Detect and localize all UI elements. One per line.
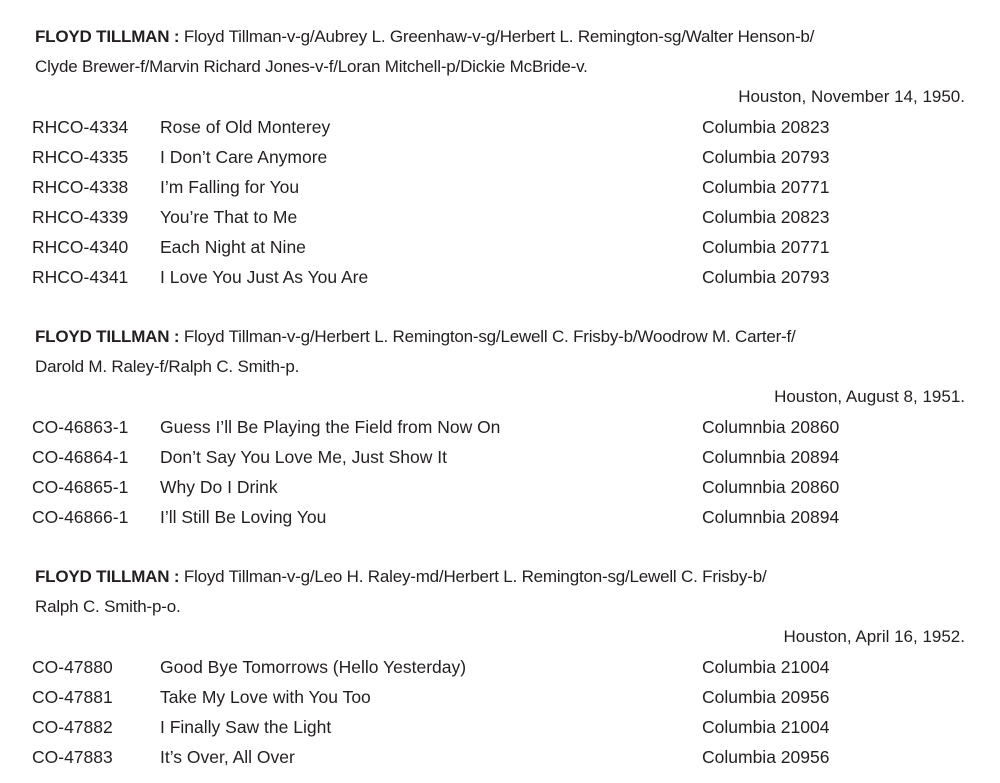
record-label: Columbia 20956: [702, 687, 830, 707]
track-title: Rose of Old Monterey: [160, 117, 331, 137]
track-row: [0, 412, 1000, 442]
record-label: Columbia 20771: [702, 237, 830, 257]
record-label: Columbia 20793: [702, 147, 830, 167]
personnel-line-2: Ralph C. Smith-p-o.: [35, 597, 181, 616]
personnel-line-2: Darold M. Raley-f/Ralph C. Smith-p.: [35, 357, 300, 376]
session-1952: [0, 562, 1000, 772]
matrix-number: CO-46864-1: [32, 447, 129, 467]
record-label: Columbia 20771: [702, 177, 830, 197]
track-row: [0, 202, 1000, 232]
record-label: Columbia 21004: [702, 657, 830, 677]
personnel-line-1: [35, 322, 935, 352]
track-title: I’ll Still Be Loving You: [160, 507, 327, 527]
track-title: Each Night at Nine: [160, 237, 306, 257]
track-title: I Finally Saw the Light: [160, 717, 332, 737]
matrix-number: CO-47883: [32, 747, 113, 767]
session-personnel: [35, 562, 935, 622]
track-title: It’s Over, All Over: [160, 747, 295, 767]
session-1950: [0, 22, 1000, 292]
matrix-number: RHCO-4339: [32, 207, 129, 227]
record-label: Columnbia 20860: [702, 477, 840, 497]
record-label: Columnbia 20860: [702, 417, 840, 437]
record-label: Columbia 20823: [702, 207, 830, 227]
track-title: Good Bye Tomorrows (Hello Yesterday): [160, 657, 467, 677]
track-row: [0, 712, 1000, 742]
track-row: [0, 232, 1000, 262]
record-label: Columbia 20823: [702, 117, 830, 137]
track-row: [0, 472, 1000, 502]
artist-name: FLOYD TILLMAN :: [35, 27, 180, 46]
track-row: [0, 262, 1000, 292]
track-title: Take My Love with You Too: [160, 687, 371, 707]
record-label: Columbia 20956: [702, 747, 830, 767]
artist-name: FLOYD TILLMAN :: [35, 567, 180, 586]
matrix-number: CO-46865-1: [32, 477, 129, 497]
artist-name: FLOYD TILLMAN :: [35, 327, 180, 346]
matrix-number: RHCO-4341: [32, 267, 129, 287]
personnel-list: Floyd Tillman-v-g/Leo H. Raley-md/Herbert L. Remington-sg/Lewell C. Frisby-b/: [183, 567, 767, 586]
track-row: [0, 502, 1000, 532]
track-title: Why Do I Drink: [160, 477, 278, 497]
track-list: [0, 112, 1000, 292]
matrix-number: RHCO-4335: [32, 147, 129, 167]
matrix-number: RHCO-4334: [32, 117, 129, 137]
track-title: Guess I’ll Be Playing the Field from Now On: [160, 417, 501, 437]
matrix-number: CO-47882: [32, 717, 113, 737]
track-list: [0, 652, 1000, 772]
matrix-number: CO-47880: [32, 657, 113, 677]
record-label: Columnbia 20894: [702, 507, 840, 527]
personnel-line-1: [35, 22, 935, 52]
track-list: [0, 412, 1000, 532]
session-place-date: Houston, November 14, 1950.: [738, 87, 965, 106]
track-title: You’re That to Me: [160, 207, 298, 227]
session-personnel: [35, 22, 935, 82]
matrix-number: CO-46863-1: [32, 417, 129, 437]
session-1951: [0, 322, 1000, 532]
personnel-line-1: [35, 562, 935, 592]
record-label: Columbia 20793: [702, 267, 830, 287]
track-row: [0, 652, 1000, 682]
record-label: Columnbia 20894: [702, 447, 840, 467]
matrix-number: CO-46866-1: [32, 507, 129, 527]
track-row: [0, 442, 1000, 472]
track-row: [0, 682, 1000, 712]
track-row: [0, 142, 1000, 172]
personnel-list: Floyd Tillman-v-g/Aubrey L. Greenhaw-v-g/Herbert L. Remington-sg/Walter Henson-b/: [183, 27, 815, 46]
track-title: I’m Falling for You: [160, 177, 300, 197]
track-row: [0, 742, 1000, 772]
track-row: [0, 112, 1000, 142]
session-place-date: Houston, August 8, 1951.: [774, 387, 965, 406]
session-place-date: Houston, April 16, 1952.: [783, 627, 965, 646]
track-row: [0, 172, 1000, 202]
track-title: Don’t Say You Love Me, Just Show It: [160, 447, 447, 467]
track-title: I Love You Just As You Are: [160, 267, 369, 287]
track-title: I Don’t Care Anymore: [160, 147, 328, 167]
matrix-number: RHCO-4338: [32, 177, 129, 197]
record-label: Columbia 21004: [702, 717, 830, 737]
matrix-number: RHCO-4340: [32, 237, 129, 257]
session-personnel: [35, 322, 935, 382]
matrix-number: CO-47881: [32, 687, 113, 707]
personnel-list: Floyd Tillman-v-g/Herbert L. Remington-sg/Lewell C. Frisby-b/Woodrow M. Carter-f/: [183, 327, 796, 346]
personnel-line-2: Clyde Brewer-f/Marvin Richard Jones-v-f/Loran Mitchell-p/Dickie McBride-v.: [35, 57, 588, 76]
